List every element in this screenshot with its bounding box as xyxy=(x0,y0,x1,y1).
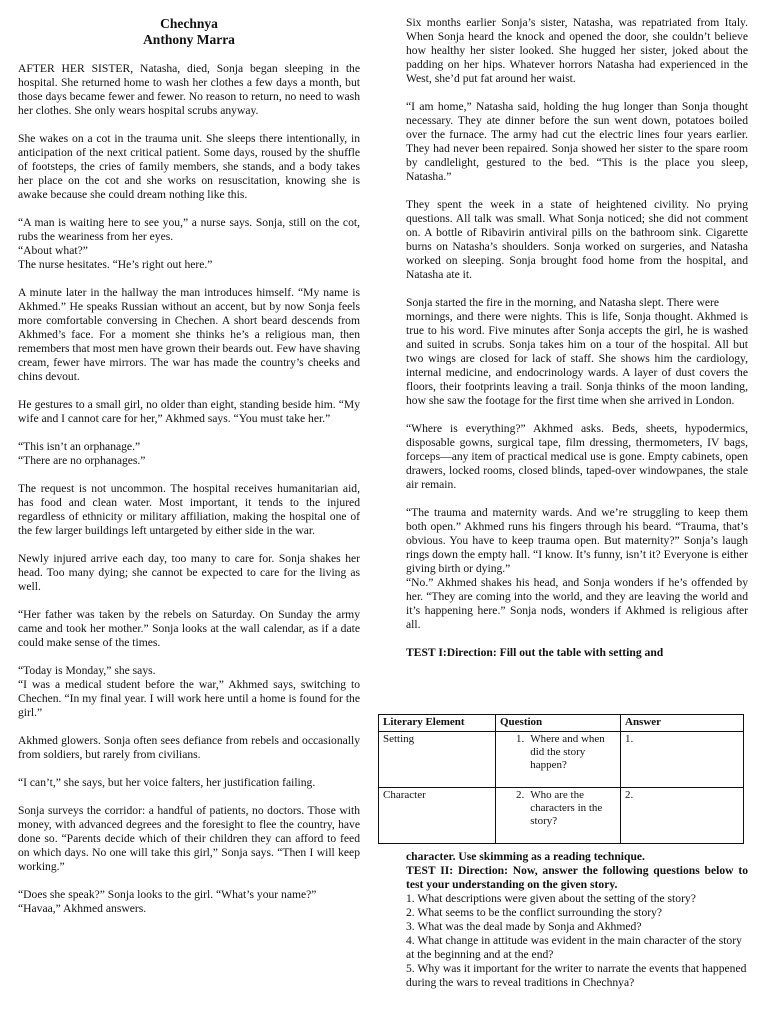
paragraph: Sonja started the fire in the morning, and Natasha slept. There were xyxy=(406,296,720,309)
table-row xyxy=(379,732,744,788)
paragraph: AFTER HER SISTER, Natasha, died, Sonja began sleeping in the hospital. She returned home to wash her clothes a few days a month, but those days became fewer and fewer. No reason to return, no need to wash her clothes. She only wears hospital scrubs anyway. xyxy=(18,62,360,117)
test-1-heading-continued: character. Use skimming as a reading technique. xyxy=(406,850,645,863)
question-item: 2. What seems to be the conflict surrounding the story? xyxy=(406,906,663,919)
element-cell: Character xyxy=(379,788,496,844)
paragraph-line: “Does she speak?” Sonja looks to the girl. “What’s your name?” xyxy=(18,888,317,901)
test-1-heading: TEST I:Direction: Fill out the table with setting and xyxy=(406,646,664,659)
story-title: Chechnya xyxy=(160,16,218,31)
table-row xyxy=(379,788,744,844)
test-section xyxy=(406,850,748,990)
question-text: Who are the characters in the story? xyxy=(530,789,603,827)
paragraph: Newly injured arrive each day, too many to care for. Sonja shakes her head. Too many dying; she cannot be expected to care for the living as well. xyxy=(18,552,360,593)
paragraph-line: “About what?” xyxy=(18,244,88,257)
paragraph: “I can’t,” she says, but her voice falters, her justification failing. xyxy=(18,776,316,789)
paragraph-line: “This isn’t an orphanage.” xyxy=(18,440,141,453)
paragraph: “I am home,” Natasha said, holding the hug longer than Sonja thought necessary. They ate dinner before the sun went down, potatoes boiled over the furnace. The army had cut the electric lines four years earlier. They had never been repaired. Sonja showed her sister to the spare room by candlelight, gestured to the bed. “This is the place you sleep, Natasha.” xyxy=(406,100,748,183)
paragraph-line: “Today is Monday,” she says. xyxy=(18,664,156,677)
question-item: 3. What was the deal made by Sonja and Akhmed? xyxy=(406,920,642,933)
literary-elements-table xyxy=(378,714,744,844)
paragraph: mornings, and there were nights. This is life, Sonja thought. Akhmed is true to his word. Five minutes after Sonja accepts the girl, he is washed and suited in scrubs. Sonja takes him on a tour of the hospital. All but two wings are closed for lack of staff. She shows him the cardiology, internal medicine, and endocrinology wards. A layer of dust covers the floors, their footprints leaving a trail. Sonja thinks of the moon landing, how she saw the footage for the first time when she arrived in London. xyxy=(406,310,748,407)
question-number: 2. xyxy=(516,789,525,801)
answer-cell[interactable]: 2. xyxy=(621,788,744,844)
question-cell xyxy=(496,732,621,788)
question-cell xyxy=(496,788,621,844)
paragraph: Akhmed glowers. Sonja often sees defiance from rebels and occasionally from soldiers, but rarely from civilians. xyxy=(18,734,360,761)
paragraph-line: The nurse hesitates. “He’s right out here.” xyxy=(18,258,213,271)
answer-cell[interactable]: 1. xyxy=(621,732,744,788)
element-cell: Setting xyxy=(379,732,496,788)
table-header-row xyxy=(379,715,744,732)
column-header: Question xyxy=(496,715,621,732)
question-item: 4. What change in attitude was evident in the main character of the story at the beginning and at the end? xyxy=(406,934,742,961)
paragraph: Six months earlier Sonja’s sister, Natasha, was repatriated from Italy. When Sonja heard the knock and opened the door, she couldn’t believe how healthy her sister looked. She hugged her sister, joked about the padding on her hips. Whatever horrors Natasha had experienced in the West, she’d put fat around her waist. xyxy=(406,16,748,85)
column-header: Answer xyxy=(621,715,744,732)
column-header: Literary Element xyxy=(379,715,496,732)
question-text: Where and when did the story happen? xyxy=(530,733,605,771)
question-item: 5. Why was it important for the writer to narrate the events that happened during the wars to reveal traditions in Chechnya? xyxy=(406,962,747,989)
paragraph: “The trauma and maternity wards. And we’re struggling to keep them both open.” Akhmed runs his fingers through his beard. “Trauma, that’s obvious. You have to keep trauma open. But maternity?” Sonja’s laugh rings down the empty hall. “I know. It’s funny, isn’t it? Everyone is either giving birth or dying.” xyxy=(406,506,748,575)
paragraph: They spent the week in a state of heightened civility. No prying questions. All talk was small. What Sonja noticed; she did not comment on. A bottle of Ribavirin antiviral pills on the bathroom sink. Cigarette burns on Natasha’s shoulders. Sonja worked on surgeries, and Natasha worked on sleeping. Sonja brought food home from the hospital, and Natasha ate it. xyxy=(406,198,748,281)
paragraph: “Her father was taken by the rebels on Saturday. On Sunday the army came and took her mother.” Sonja looks at the wall calendar, as if a date could make sense of the times. xyxy=(18,608,360,649)
paragraph-line: “I was a medical student before the war,” Akhmed says, switching to Chechen. “In my final year. I will work here until a home is found for the girl.” xyxy=(18,678,360,719)
paragraph-line: “There are no orphanages.” xyxy=(18,454,146,467)
paragraph: She wakes on a cot in the trauma unit. She sleeps there intentionally, in anticipation of the next critical patient. Some days, roused by the shuffle of footsteps, the cries of family members, she stands, and a body takes her place on the cot and she works on resuscitation, knowing she is awake because she could dream nothing like this. xyxy=(18,132,360,201)
question-number: 1. xyxy=(516,733,525,745)
paragraph: He gestures to a small girl, no older than eight, standing beside him. “My wife and I cannot care for her,” Akhmed says. “You must take her.” xyxy=(18,398,360,425)
right-column xyxy=(406,16,748,668)
left-column xyxy=(18,14,360,916)
paragraph: Sonja surveys the corridor: a handful of patients, no doctors. Those with money, with advanced degrees and the foresight to flee the country, have done so. “Parents decide which of their children they can afford to feed on which days. No one will take this girl,” Sonja says. “Then I will keep working.” xyxy=(18,804,360,873)
story-author: Anthony Marra xyxy=(143,32,235,47)
paragraph: “No.” Akhmed shakes his head, and Sonja wonders if he’s offended by her. “They are coming into the world, and they are leaving the world and it’s happening here.” Sonja nods, wonders if Akhmed is religious after all. xyxy=(406,576,748,631)
paragraph: The request is not uncommon. The hospital receives humanitarian aid, has food and clean water. Most important, it tends to the injured regardless of ethnicity or military affiliation, making the hospital one of the few larger buildings left untargeted by either side in the war. xyxy=(18,482,360,537)
test-2-heading: TEST II: Direction: Now, answer the following questions below to test your understanding on the given story. xyxy=(406,864,748,891)
question-item: 1. What descriptions were given about the setting of the story? xyxy=(406,892,696,905)
paragraph-line: “A man is waiting here to see you,” a nurse says. Sonja, still on the cot, rubs the weariness from her eyes. xyxy=(18,216,360,243)
paragraph: “Where is everything?” Akhmed asks. Beds, sheets, hypodermics, disposable gowns, surgical tape, film dressing, thermometers, IV bags, forceps—any item of practical medical use is gone. Empty cabinets, open drawers, locked rooms, closed blinds, taped-over windowpanes, the stale air remain. xyxy=(406,422,748,491)
paragraph: A minute later in the hallway the man introduces himself. “My name is Akhmed.” He speaks Russian without an accent, but by now Sonja feels more comfortable conversing in Chechen. A short beard descends from Akhmed’s face. For a moment she thinks he’s a religious man, then remembers that most men have grown their beards out. Few have shaving cream, fewer have mirrors. The war has made the country’s cheeks and chins devout. xyxy=(18,286,360,383)
paragraph-line: “Havaa,” Akhmed answers. xyxy=(18,902,147,915)
